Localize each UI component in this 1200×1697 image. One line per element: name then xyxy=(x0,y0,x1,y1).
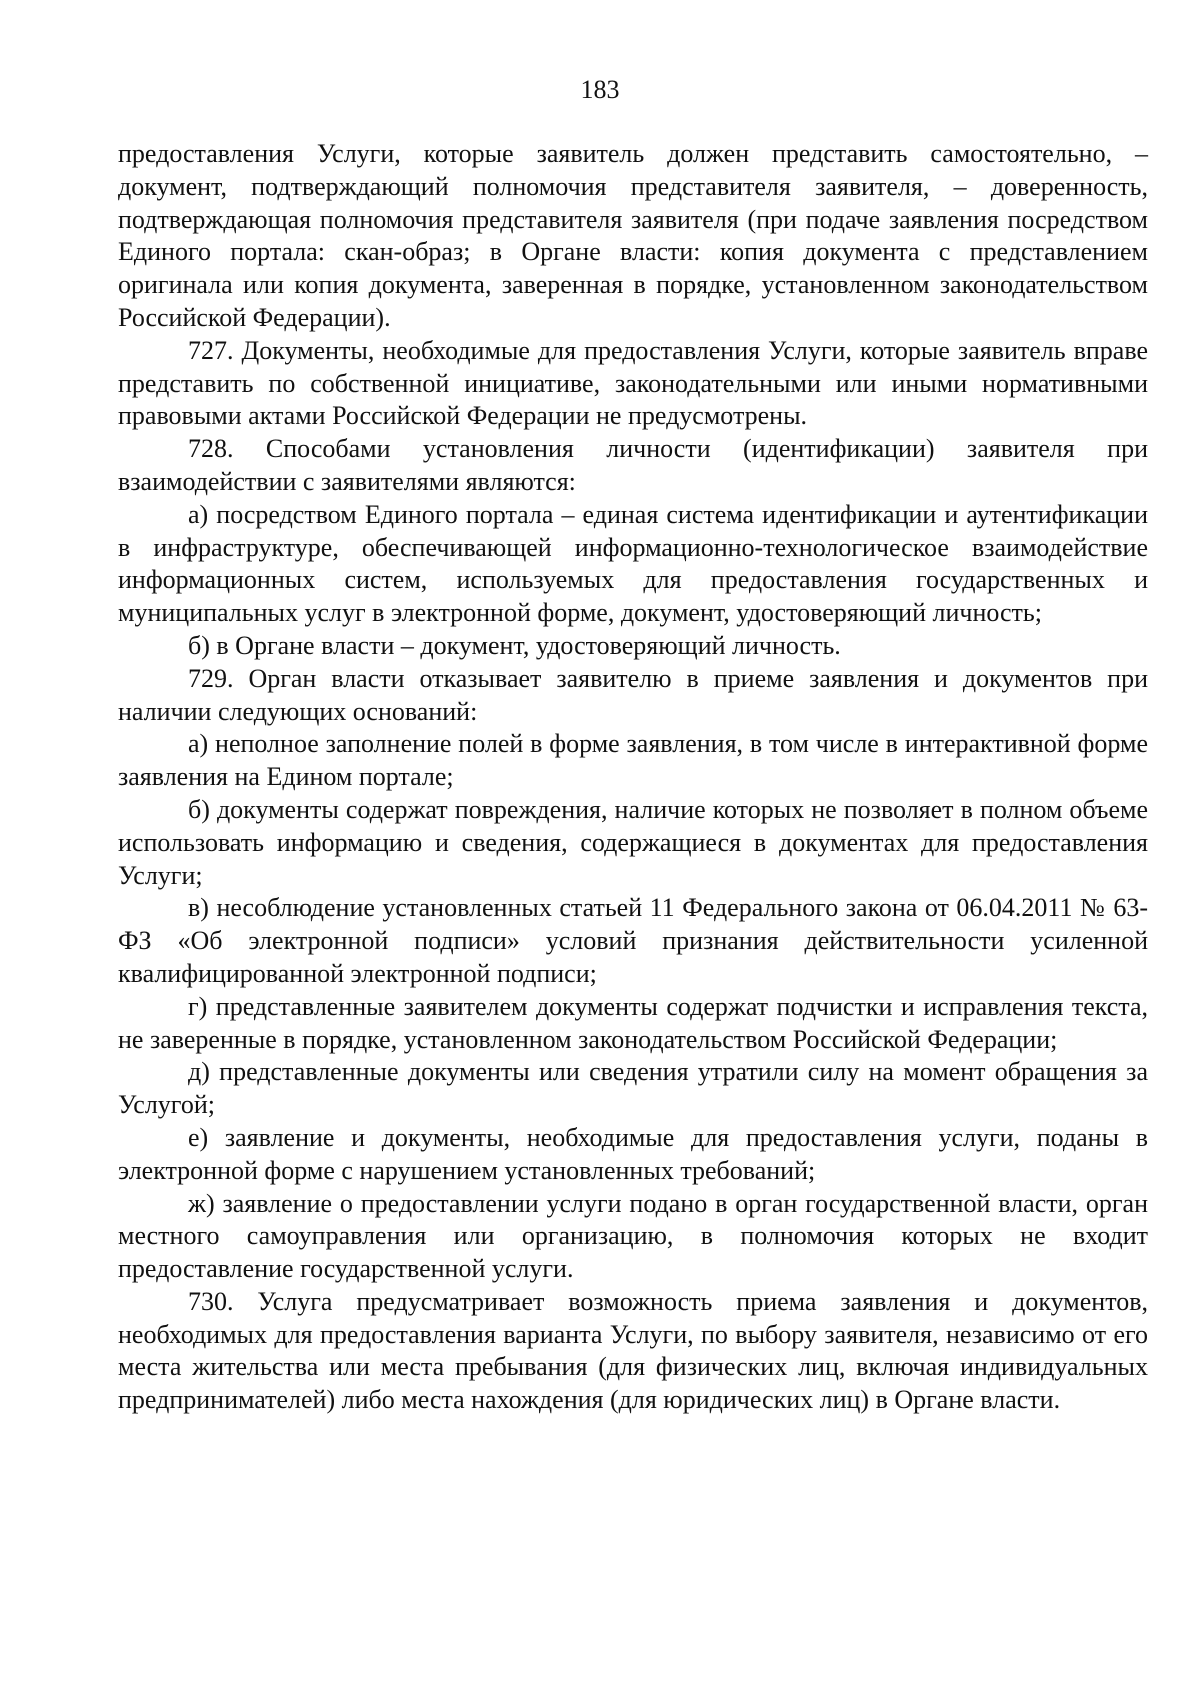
paragraph-727: 727. Документы, необходимые для предоставления Услуги, которые заявитель вправе представить по собственной инициативе, законодательными или иными нормативными правовыми актами Российской Федерации не предусмотрены. xyxy=(118,335,1148,431)
paragraph-729-v: в) несоблюдение установленных статьей 11 Федерального закона от 06.04.2011 № 63-ФЗ «Об электронной подписи» условий признания действительности усиленной квалифицированной электронной подписи; xyxy=(118,893,1148,988)
paragraph-continuation: предоставления Услуги, которые заявитель должен представить самостоятельно, – документ, подтверждающий полномочия представителя заявителя, – доверенность, подтверждающая полномочия представителя заявителя (при подаче заявления посредством Единого портала: скан-образ; в Органе власти: копия документа с представлением оригинала или копия документа, заверенная в порядке, установленном законодательством Российской Федерации). xyxy=(118,139,1148,332)
paragraph-729-zh: ж) заявление о предоставлении услуги подано в орган государственной власти, орган местного самоуправления или организацию, в полномочия которых не входит предоставление государственной услуги. xyxy=(118,1188,1148,1284)
paragraph-729-g: г) представленные заявителем документы содержат подчистки и исправления текста, не заверенные в порядке, установленном законодательством Российской Федерации; xyxy=(118,991,1148,1054)
document-body xyxy=(118,138,1148,1417)
page-number: 183 xyxy=(580,75,620,104)
paragraph-729-d: д) представленные документы или сведения утратили силу на момент обращения за Услугой; xyxy=(118,1057,1148,1120)
paragraph-729-a: а) неполное заполнение полей в форме заявления, в том числе в интерактивной форме заявления на Едином портале; xyxy=(118,729,1148,792)
paragraph-728: 728. Способами установления личности (идентификации) заявителя при взаимодействии с заявителями являются: xyxy=(118,434,1148,496)
paragraph-728-b: б) в Органе власти – документ, удостоверяющий личность. xyxy=(188,630,841,660)
paragraph-729: 729. Орган власти отказывает заявителю в приеме заявления и документов при наличии следующих оснований: xyxy=(118,663,1148,726)
paragraph-729-e: е) заявление и документы, необходимые для предоставления услуги, поданы в электронной форме с нарушением установленных требований; xyxy=(118,1122,1148,1185)
paragraph-729-b: б) документы содержат повреждения, наличие которых не позволяет в полном объеме использовать информацию и сведения, содержащиеся в документах для предоставления Услуги; xyxy=(118,794,1148,890)
paragraph-730: 730. Услуга предусматривает возможность приема заявления и документов, необходимых для предоставления варианта Услуги, по выбору заявителя, независимо от его места жительства или места пребывания (для физических лиц, включая индивидуальных предпринимателей) либо места нахождения (для юридических лиц) в Органе власти. xyxy=(118,1286,1148,1415)
paragraph-728-a: а) посредством Единого портала – единая система идентификации и аутентификации в инфраструктуре, обеспечивающей информационно-технологическое взаимодействие информационных систем, используемых для предоставления государственных и муниципальных услуг в электронной форме, документ, удостоверяющий личность; xyxy=(118,499,1148,628)
